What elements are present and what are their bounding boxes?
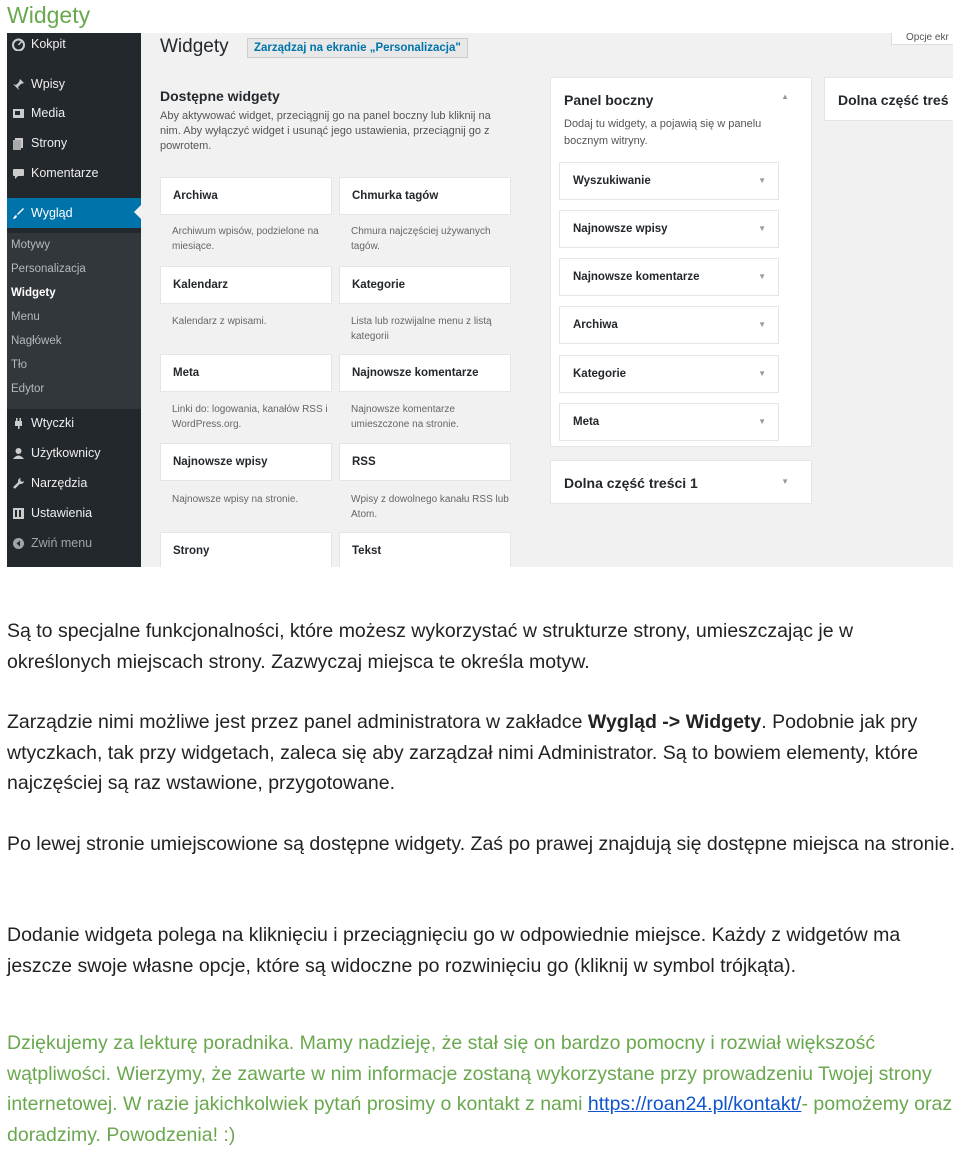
widget-desc-archiwa: Archiwum wpisów, podzielone na miesiące. bbox=[172, 226, 319, 252]
collapse-menu-button[interactable]: Zwiń menu bbox=[7, 529, 141, 557]
page-title: Widgety bbox=[160, 36, 229, 57]
submenu-motywy[interactable]: Motywy bbox=[11, 239, 50, 251]
screen-options-button[interactable]: Opcje ekr bbox=[891, 33, 953, 45]
expand-arrow-icon[interactable]: ▼ bbox=[758, 369, 766, 378]
sidebar-widget-meta[interactable]: Meta ▼ bbox=[559, 403, 779, 441]
plugin-icon bbox=[11, 416, 25, 430]
menu-item-ustawienia[interactable]: Ustawienia bbox=[7, 499, 141, 527]
comments-icon bbox=[11, 166, 25, 180]
expand-arrow-icon[interactable]: ▼ bbox=[758, 320, 766, 329]
widget-desc-rss: Wpisy z dowolnego kanału RSS lub Atom. bbox=[351, 494, 509, 520]
menu-item-media[interactable]: Media bbox=[7, 99, 141, 127]
brush-icon bbox=[11, 206, 25, 220]
footer-panel-2-title: Dolna część treś bbox=[838, 92, 949, 108]
customize-button[interactable]: Zarządzaj na ekranie „Personalizacja" bbox=[247, 38, 468, 58]
widget-desc-najnowsze-komentarze: Najnowsze komentarze umieszczone na stronie. bbox=[351, 404, 459, 430]
wrench-icon bbox=[11, 476, 25, 490]
thanks-paragraph: Dziękujemy za lekturę poradnika. Mamy nadzieję, że stał się on bardzo pomocny i rozwiał większość wątpliwości. Wierzymy, że zawarte w nim informacje zostaną wykorzystane przy prowadzeniu Twojej strony internetowej. W razie jakichkolwiek pytań prosimy o kontakt z nami https://roan24.pl/kontakt/- pomożemy oraz doradzimy. Powodzenia! :) bbox=[7, 1032, 953, 1146]
collapse-up-icon[interactable]: ▲ bbox=[781, 92, 789, 101]
paragraph-adding: Dodanie widgeta polega na kliknięciu i przeciągnięciu go w odpowiednie miejsce. Każdy z widgetów ma jeszcze swoje własne opcje, które są widoczne po rozwinięciu go (kliknij w symbol trójkąta). bbox=[7, 924, 901, 977]
submenu-naglowek[interactable]: Nagłówek bbox=[11, 335, 62, 347]
submenu-edytor[interactable]: Edytor bbox=[11, 383, 45, 395]
sidebar-panel bbox=[550, 77, 812, 447]
widget-desc-meta: Linki do: logowania, kanałów RSS i WordPress.org. bbox=[172, 404, 328, 430]
dashboard-icon bbox=[11, 37, 25, 51]
paragraph-layout: Po lewej stronie umiejscowione są dostępne widgety. Zaś po prawej znajdują się dostępne miejsca na stronie. bbox=[7, 833, 956, 855]
menu-item-wtyczki[interactable]: Wtyczki bbox=[7, 409, 141, 437]
sidebar-widget-najnowsze-wpisy[interactable]: Najnowsze wpisy ▼ bbox=[559, 210, 779, 248]
widget-rss[interactable]: RSS bbox=[339, 443, 511, 481]
pin-icon bbox=[11, 77, 25, 91]
available-widgets-title: Dostępne widgety bbox=[160, 88, 280, 104]
sidebar-widget-wyszukiwanie[interactable]: Wyszukiwanie ▼ bbox=[559, 162, 779, 200]
menu-item-kokpit[interactable]: Kokpit bbox=[7, 33, 141, 58]
contact-link[interactable]: https://roan24.pl/kontakt/ bbox=[587, 1093, 802, 1115]
collapse-icon bbox=[11, 536, 25, 550]
widget-desc-kalendarz: Kalendarz z wpisami. bbox=[172, 316, 267, 327]
submenu-menu[interactable]: Menu bbox=[11, 311, 40, 323]
sidebar-panel-title[interactable]: Panel boczny bbox=[564, 92, 654, 108]
menu-item-narzedzia[interactable]: Narzędzia bbox=[7, 469, 141, 497]
menu-item-strony[interactable]: Strony bbox=[7, 129, 141, 157]
footer-panel-1-title: Dolna część treści 1 bbox=[564, 475, 698, 491]
menu-path: Wygląd -> Widgety bbox=[587, 711, 762, 733]
menu-item-wpisy[interactable]: Wpisy bbox=[7, 70, 141, 98]
expand-arrow-icon[interactable]: ▼ bbox=[781, 477, 789, 486]
available-widgets-description: Aby aktywować widget, przeciągnij go na panel boczny lub kliknij na nim. Aby wyłączyć widget i usunąć jego ustawienia, przeciągnij go z powrotem. bbox=[160, 110, 491, 152]
footer-panel-2[interactable] bbox=[824, 77, 953, 121]
widget-meta[interactable]: Meta bbox=[160, 354, 332, 392]
submenu-personalizacja[interactable]: Personalizacja bbox=[11, 263, 86, 275]
users-icon bbox=[11, 446, 25, 460]
widget-desc-kategorie: Lista lub rozwijalne menu z listą kategorii bbox=[351, 316, 492, 342]
sidebar-widget-archiwa[interactable]: Archiwa ▼ bbox=[559, 306, 779, 344]
widget-najnowsze-komentarze[interactable]: Najnowsze komentarze bbox=[339, 354, 511, 392]
media-icon bbox=[11, 106, 25, 120]
widget-kategorie[interactable]: Kategorie bbox=[339, 266, 511, 304]
settings-icon bbox=[11, 506, 25, 520]
sidebar-widget-najnowsze-komentarze[interactable]: Najnowsze komentarze ▼ bbox=[559, 258, 779, 296]
widget-chmurka-tagow[interactable]: Chmurka tagów bbox=[339, 177, 511, 215]
menu-item-komentarze[interactable]: Komentarze bbox=[7, 159, 141, 187]
admin-screenshot bbox=[7, 33, 953, 567]
pages-icon bbox=[11, 136, 25, 150]
expand-arrow-icon[interactable]: ▼ bbox=[758, 417, 766, 426]
widget-kalendarz[interactable]: Kalendarz bbox=[160, 266, 332, 304]
widget-najnowsze-wpisy[interactable]: Najnowsze wpisy bbox=[160, 443, 332, 481]
document-title: Widgety bbox=[7, 2, 91, 28]
menu-item-wyglad[interactable]: Wygląd bbox=[7, 198, 141, 228]
expand-arrow-icon[interactable]: ▼ bbox=[758, 176, 766, 185]
expand-arrow-icon[interactable]: ▼ bbox=[758, 272, 766, 281]
widget-strony[interactable]: Strony bbox=[160, 532, 332, 567]
appearance-submenu bbox=[7, 233, 141, 409]
sidebar-widget-kategorie[interactable]: Kategorie ▼ bbox=[559, 355, 779, 393]
widget-tekst[interactable]: Tekst bbox=[339, 532, 511, 567]
submenu-widgety[interactable]: Widgety bbox=[11, 287, 56, 299]
widget-desc-chmurka-tagow: Chmura najczęściej używanych tagów. bbox=[351, 226, 491, 252]
widgets-main bbox=[141, 33, 953, 567]
admin-sidebar bbox=[7, 33, 141, 567]
widget-archiwa[interactable]: Archiwa bbox=[160, 177, 332, 215]
paragraph-management: Zarządzie nimi możliwe jest przez panel administratora w zakładce Wygląd -> Widgety. Podobnie jak pry wtyczkach, tak przy widgetach, zaleca się aby zarządzał nimi Administrator. Są to bowiem elementy, które najczęściej są raz wstawione, przygotowane. bbox=[7, 711, 919, 794]
sidebar-panel-description: Dodaj tu widgety, a pojawią się w panelu bocznym witryny. bbox=[564, 118, 762, 147]
widget-desc-najnowsze-wpisy: Najnowsze wpisy na stronie. bbox=[172, 494, 299, 505]
footer-panel-1[interactable] bbox=[550, 460, 812, 504]
menu-item-uzytkownicy[interactable]: Użytkownicy bbox=[7, 439, 141, 467]
submenu-tlo[interactable]: Tło bbox=[11, 359, 27, 371]
paragraph-intro: Są to specjalne funkcjonalności, które możesz wykorzystać w strukturze strony, umieszczając je w określonych miejscach strony. Zazwyczaj miejsca te określa motyw. bbox=[7, 620, 854, 673]
expand-arrow-icon[interactable]: ▼ bbox=[758, 224, 766, 233]
